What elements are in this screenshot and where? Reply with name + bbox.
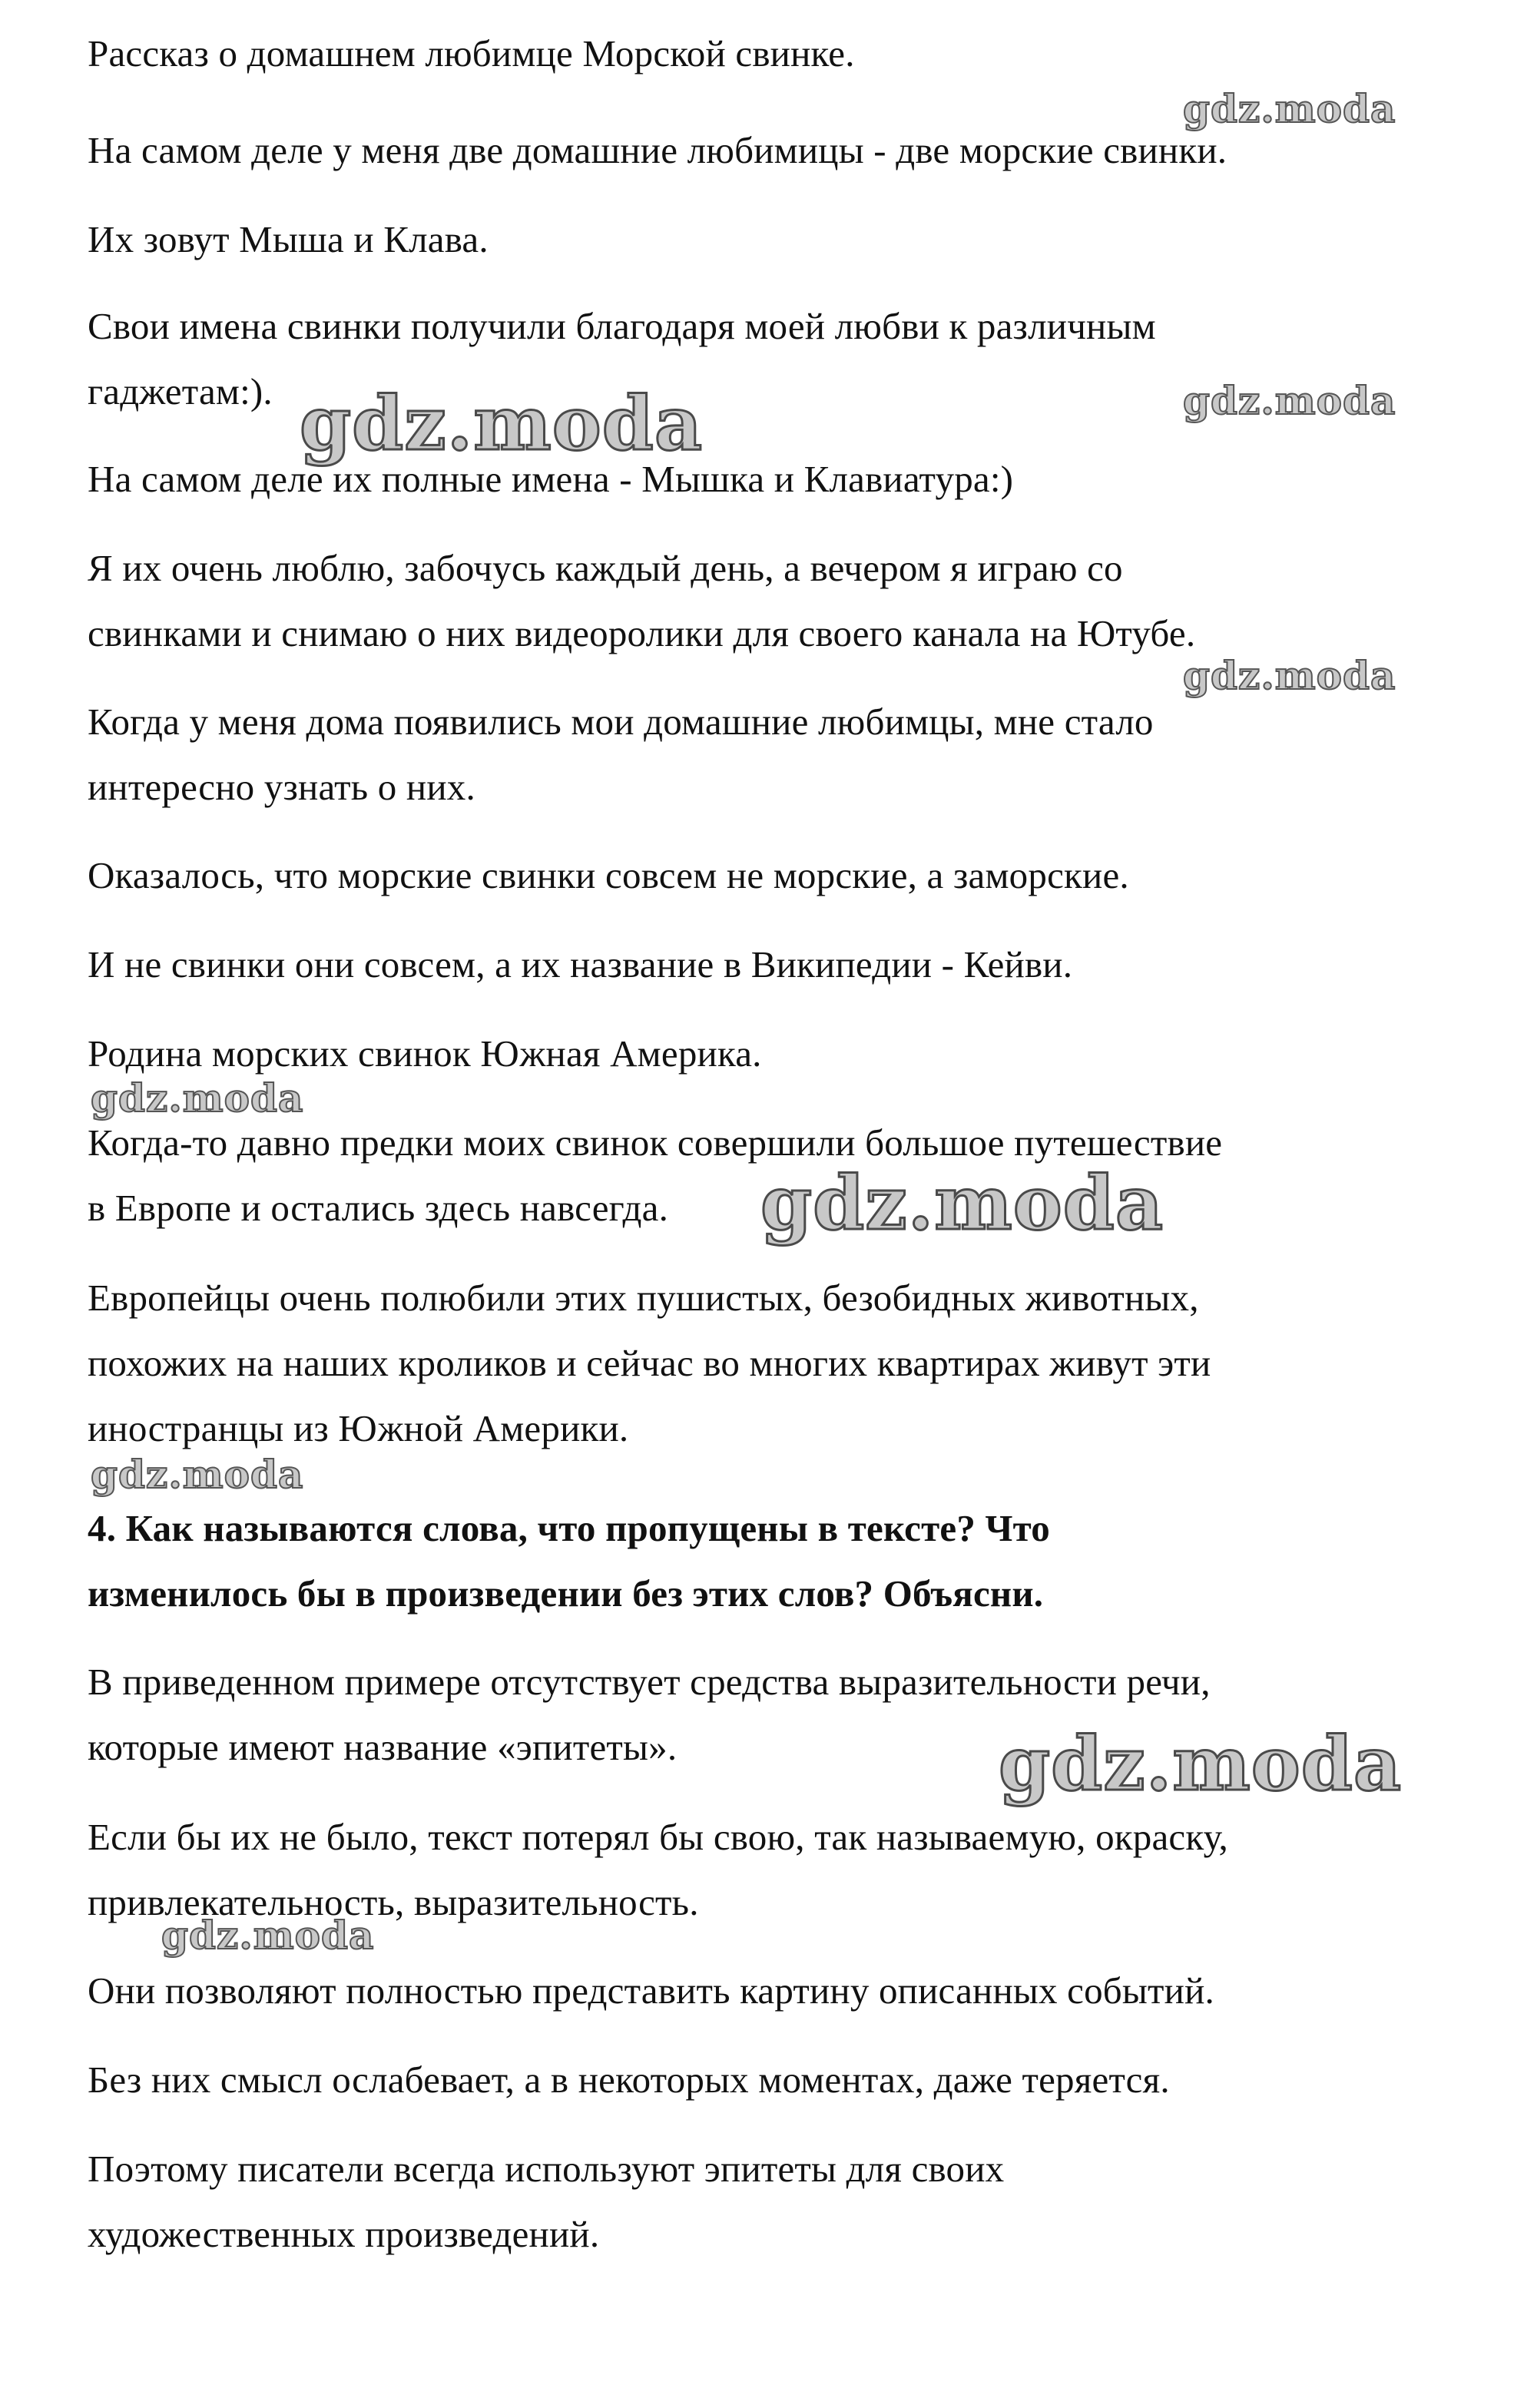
watermark: gdz.moda bbox=[161, 1913, 375, 1958]
watermark: gdz.moda bbox=[1183, 378, 1396, 423]
text-line: которые имеют название «эпитеты». bbox=[88, 1726, 677, 1768]
text-line: Оказалось, что морские свинки совсем не морские, а заморские. bbox=[88, 854, 1129, 896]
watermark: gdz.moda bbox=[760, 1160, 1164, 1247]
watermark: gdz.moda bbox=[1183, 653, 1396, 698]
text-line: Свои имена свинки получили благодаря моей любви к различным bbox=[88, 305, 1156, 347]
text-line: Без них смысл ослабевает, а в некоторых моментах, даже теряется. bbox=[88, 2059, 1170, 2101]
watermark: gdz.moda bbox=[300, 380, 704, 467]
text-line: свинками и снимаю о них видеоролики для своего канала на Ютубе. bbox=[88, 612, 1196, 654]
watermark: gdz.moda bbox=[91, 1452, 304, 1497]
text-line: Поэтому писатели всегда используют эпитеты для своих bbox=[88, 2148, 1005, 2190]
text-line: похожих на наших кроликов и сейчас во многих квартирах живут эти bbox=[88, 1342, 1211, 1384]
text-line: Родина морских свинок Южная Америка. bbox=[88, 1032, 762, 1075]
text-line: Они позволяют полностью представить картину описанных событий. bbox=[88, 1969, 1214, 2012]
text-line: И не свинки они совсем, а их название в Википедии - Кейви. bbox=[88, 943, 1073, 985]
text-line: в Европе и остались здесь навсегда. bbox=[88, 1187, 669, 1229]
question-heading-line: 4. Как называются слова, что пропущены в тексте? Что bbox=[88, 1507, 1050, 1549]
text-line: В приведенном примере отсутствует средства выразительности речи, bbox=[88, 1661, 1211, 1703]
text-line: На самом деле у меня две домашние любимицы - две морские свинки. bbox=[88, 129, 1227, 171]
text-line: гаджетам:). bbox=[88, 370, 273, 412]
text-line: интересно узнать о них. bbox=[88, 766, 475, 808]
text-line: Если бы их не было, текст потерял бы свою, так называемую, окраску, bbox=[88, 1816, 1228, 1858]
text-line: Когда-то давно предки моих свинок совершили большое путешествие bbox=[88, 1121, 1223, 1164]
text-line: Когда у меня дома появились мои домашние любимцы, мне стало bbox=[88, 701, 1154, 743]
text-line: На самом деле их полные имена - Мышка и Клавиатура:) bbox=[88, 458, 1014, 500]
question-heading-line: изменилось бы в произведении без этих слов? Объясни. bbox=[88, 1572, 1044, 1615]
watermark: gdz.moda bbox=[1183, 86, 1396, 131]
text-line: Европейцы очень полюбили этих пушистых, безобидных животных, bbox=[88, 1277, 1199, 1319]
text-line: художественных произведений. bbox=[88, 2213, 600, 2255]
text-line: привлекательность, выразительность. bbox=[88, 1881, 699, 1923]
watermark: gdz.moda bbox=[999, 1721, 1403, 1807]
text-line: Их зовут Мыша и Клава. bbox=[88, 218, 489, 260]
watermark: gdz.moda bbox=[91, 1075, 304, 1121]
text-line: иностранцы из Южной Америки. bbox=[88, 1407, 629, 1449]
text-line: Рассказ о домашнем любимце Морской свинке. bbox=[88, 32, 855, 75]
text-line: Я их очень люблю, забочусь каждый день, а вечером я играю со bbox=[88, 547, 1123, 589]
